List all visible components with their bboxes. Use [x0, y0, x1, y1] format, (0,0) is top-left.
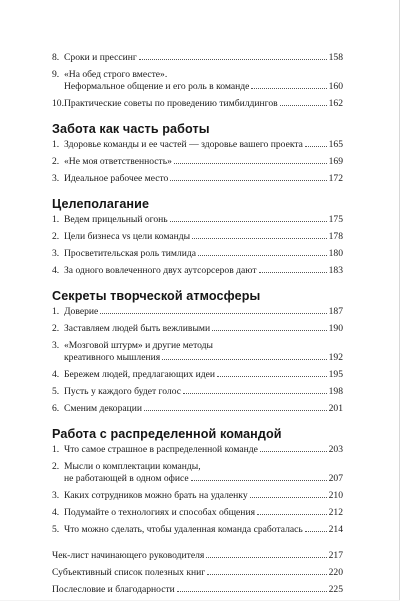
dot-leader: [280, 105, 327, 106]
entry-title: [64, 306, 343, 318]
entry-title-line: Здоровье команды и ее частей — здоровье вашего проекта: [64, 139, 303, 150]
toc-entry: [52, 156, 343, 168]
dot-leader: [191, 480, 327, 481]
entry-number: 2.: [52, 323, 60, 334]
entry-title-line: Подумайте о технологиях и способах общения: [64, 507, 255, 518]
toc-entry: [52, 139, 343, 151]
toc-entry: [52, 369, 343, 381]
entry-number: 1.: [52, 444, 60, 455]
entry-title: [64, 386, 343, 398]
page-number: 183: [328, 265, 343, 276]
page-number: 201: [328, 403, 343, 414]
dot-leader: [305, 146, 327, 147]
toc-section: [52, 427, 343, 536]
entry-number: 1.: [52, 139, 60, 150]
toc-entry: [52, 98, 343, 110]
entry-title-line: Каких сотрудников можно брать на удаленку: [64, 490, 248, 501]
page-number: 162: [328, 98, 343, 109]
dot-leader: [174, 163, 327, 164]
dot-leader: [170, 180, 326, 181]
entry-title: [64, 173, 343, 185]
entry-title: [64, 98, 343, 110]
toc-entry: [52, 444, 343, 456]
toc-section: [52, 289, 343, 415]
page-number: 212: [328, 507, 343, 518]
page-number: 207: [328, 473, 343, 484]
entry-number: 6.: [52, 403, 60, 414]
table-of-contents: [52, 52, 343, 601]
page-number: 165: [328, 139, 343, 150]
entry-number: 10.: [52, 98, 64, 109]
toc-entry: [52, 340, 343, 364]
toc-section: [52, 122, 343, 185]
page-number: 172: [328, 173, 343, 184]
dot-leader: [100, 313, 326, 314]
page-number: 203: [328, 444, 343, 455]
toc-entry: [52, 524, 343, 536]
entry-title-line: Сменим декорации: [64, 403, 143, 414]
toc-entry: [52, 386, 343, 398]
dot-leader: [250, 497, 327, 498]
entry-number: 4.: [52, 507, 60, 518]
entry-title: [64, 369, 343, 381]
entry-number: 5.: [52, 524, 60, 535]
dot-leader: [139, 59, 327, 60]
entry-title: [64, 265, 343, 277]
toc-section: [52, 197, 343, 277]
entry-title-line: Ведем прицельный огонь: [64, 214, 168, 225]
entry-title-line: Чек-лист начинающего руководителя: [52, 550, 205, 561]
page-number: 190: [328, 323, 343, 334]
entry-number: 1.: [52, 214, 60, 225]
entry-title: [64, 507, 343, 519]
entry-title: [64, 156, 343, 168]
toc-entry: [52, 231, 343, 243]
dot-leader: [177, 591, 327, 592]
page-number: 198: [328, 386, 343, 397]
entry-number: 9.: [52, 69, 60, 80]
entry-title: [64, 461, 343, 485]
toc-entry: [52, 550, 343, 562]
entry-title-line: Что можно сделать, чтобы удаленная команда сработалась: [64, 524, 303, 535]
section-title: Целеполагание: [52, 197, 150, 211]
page-number: 214: [328, 524, 343, 535]
toc-entry: [52, 173, 343, 185]
toc-entry: [52, 490, 343, 502]
entry-number: 4.: [52, 265, 60, 276]
section-title: Секреты творческой атмосферы: [52, 289, 261, 303]
entry-title-line: Пусть у каждого будет голос: [64, 386, 182, 397]
dot-leader: [212, 330, 326, 331]
dot-leader: [217, 376, 327, 377]
toc-entry: [52, 52, 343, 64]
dot-leader: [207, 574, 326, 575]
toc-section: [52, 52, 343, 110]
entry-title: [52, 584, 343, 596]
entry-title: [64, 248, 343, 260]
toc-entry: [52, 214, 343, 226]
entry-title: [52, 567, 343, 579]
dot-leader: [206, 557, 326, 558]
page-number: 192: [328, 352, 343, 363]
entry-title: [64, 69, 343, 93]
toc-entry: [52, 323, 343, 335]
toc-back-matter: [52, 550, 343, 596]
dot-leader: [183, 393, 327, 394]
entry-title-line: Бережем людей, предлагающих идеи: [64, 369, 216, 380]
section-title: Забота как часть работы: [52, 122, 210, 136]
entry-title-line: Идеальное рабочее место: [64, 173, 169, 184]
page-number: 160: [328, 81, 343, 92]
toc-entry: [52, 69, 343, 93]
entry-number: 4.: [52, 369, 60, 380]
entry-title-line: Что самое страшное в распределенной команде: [64, 444, 258, 455]
page-number: 158: [328, 52, 343, 63]
entry-title-line: креативного мышления: [64, 352, 161, 363]
page-number: 178: [328, 231, 343, 242]
toc-entry: [52, 306, 343, 318]
entry-title-line: Практические советы по проведению тимбилдингов: [64, 98, 278, 109]
toc-entry: [52, 584, 343, 596]
entry-title-line: Заставляем людей быть вежливыми: [64, 323, 211, 334]
entry-title-line: Цели бизнеса vs цели команды: [64, 231, 191, 242]
entry-title: [64, 490, 343, 502]
dot-leader: [170, 221, 327, 222]
entry-title-line: «На обед строго вместе».: [64, 69, 168, 80]
entry-title-line: Послесловие и благодарности: [52, 584, 175, 595]
entry-title-line: не работающей в одном офисе: [64, 473, 189, 484]
entry-number: 1.: [52, 306, 60, 317]
entry-title-line: Сроки и прессинг: [64, 52, 137, 63]
entry-number: 5.: [52, 386, 60, 397]
page-number: 210: [328, 490, 343, 501]
page-number: 180: [328, 248, 343, 259]
entry-number: 2.: [52, 156, 60, 167]
entry-title-line: Неформальное общение и его роль в команде: [64, 81, 250, 92]
dot-leader: [260, 451, 327, 452]
page-number: 195: [328, 369, 343, 380]
entry-number: 8.: [52, 52, 60, 63]
entry-title: [64, 214, 343, 226]
page-number: 169: [328, 156, 343, 167]
toc-entry: [52, 248, 343, 260]
page-number: 187: [328, 306, 343, 317]
dot-leader: [257, 514, 327, 515]
entry-title: [64, 340, 343, 364]
entry-number: 3.: [52, 340, 60, 351]
entry-title-line: «Мозговой штурм» и другие методы: [64, 340, 213, 351]
entry-number: 3.: [52, 173, 60, 184]
page-number: 220: [328, 567, 343, 578]
entry-title-line: Доверие: [64, 306, 99, 317]
entry-title: [64, 403, 343, 415]
toc-entry: [52, 461, 343, 485]
section-title: Работа с распределенной командой: [52, 427, 282, 441]
entry-title-line: За одного вовлеченного двух аутсорсеров дают: [64, 265, 257, 276]
page-number: 225: [328, 584, 343, 595]
entry-title-line: «Не моя ответственность»: [64, 156, 172, 167]
toc-entry: [52, 567, 343, 579]
entry-title: [52, 550, 343, 562]
dot-leader: [305, 531, 327, 532]
dot-leader: [192, 238, 326, 239]
toc-entry: [52, 507, 343, 519]
dot-leader: [251, 88, 326, 89]
page-number: 217: [328, 550, 343, 561]
entry-title: [64, 139, 343, 151]
page-number: 175: [328, 214, 343, 225]
entry-title-line: Просветительская роль тимлида: [64, 248, 197, 259]
toc-entry: [52, 265, 343, 277]
entry-title-line: Субъективный список полезных книг: [52, 567, 206, 578]
entry-number: 2.: [52, 461, 60, 472]
entry-title: [64, 231, 343, 243]
entry-number: 3.: [52, 248, 60, 259]
toc-entry: [52, 403, 343, 415]
dot-leader: [198, 255, 327, 256]
entry-title: [64, 52, 343, 64]
entry-title-line: Мысли о комплектации команды,: [64, 461, 201, 472]
entry-title: [64, 444, 343, 456]
entry-number: 3.: [52, 490, 60, 501]
entry-title: [64, 323, 343, 335]
dot-leader: [259, 272, 327, 273]
dot-leader: [144, 410, 327, 411]
entry-title: [64, 524, 343, 536]
dot-leader: [162, 359, 326, 360]
entry-number: 2.: [52, 231, 60, 242]
